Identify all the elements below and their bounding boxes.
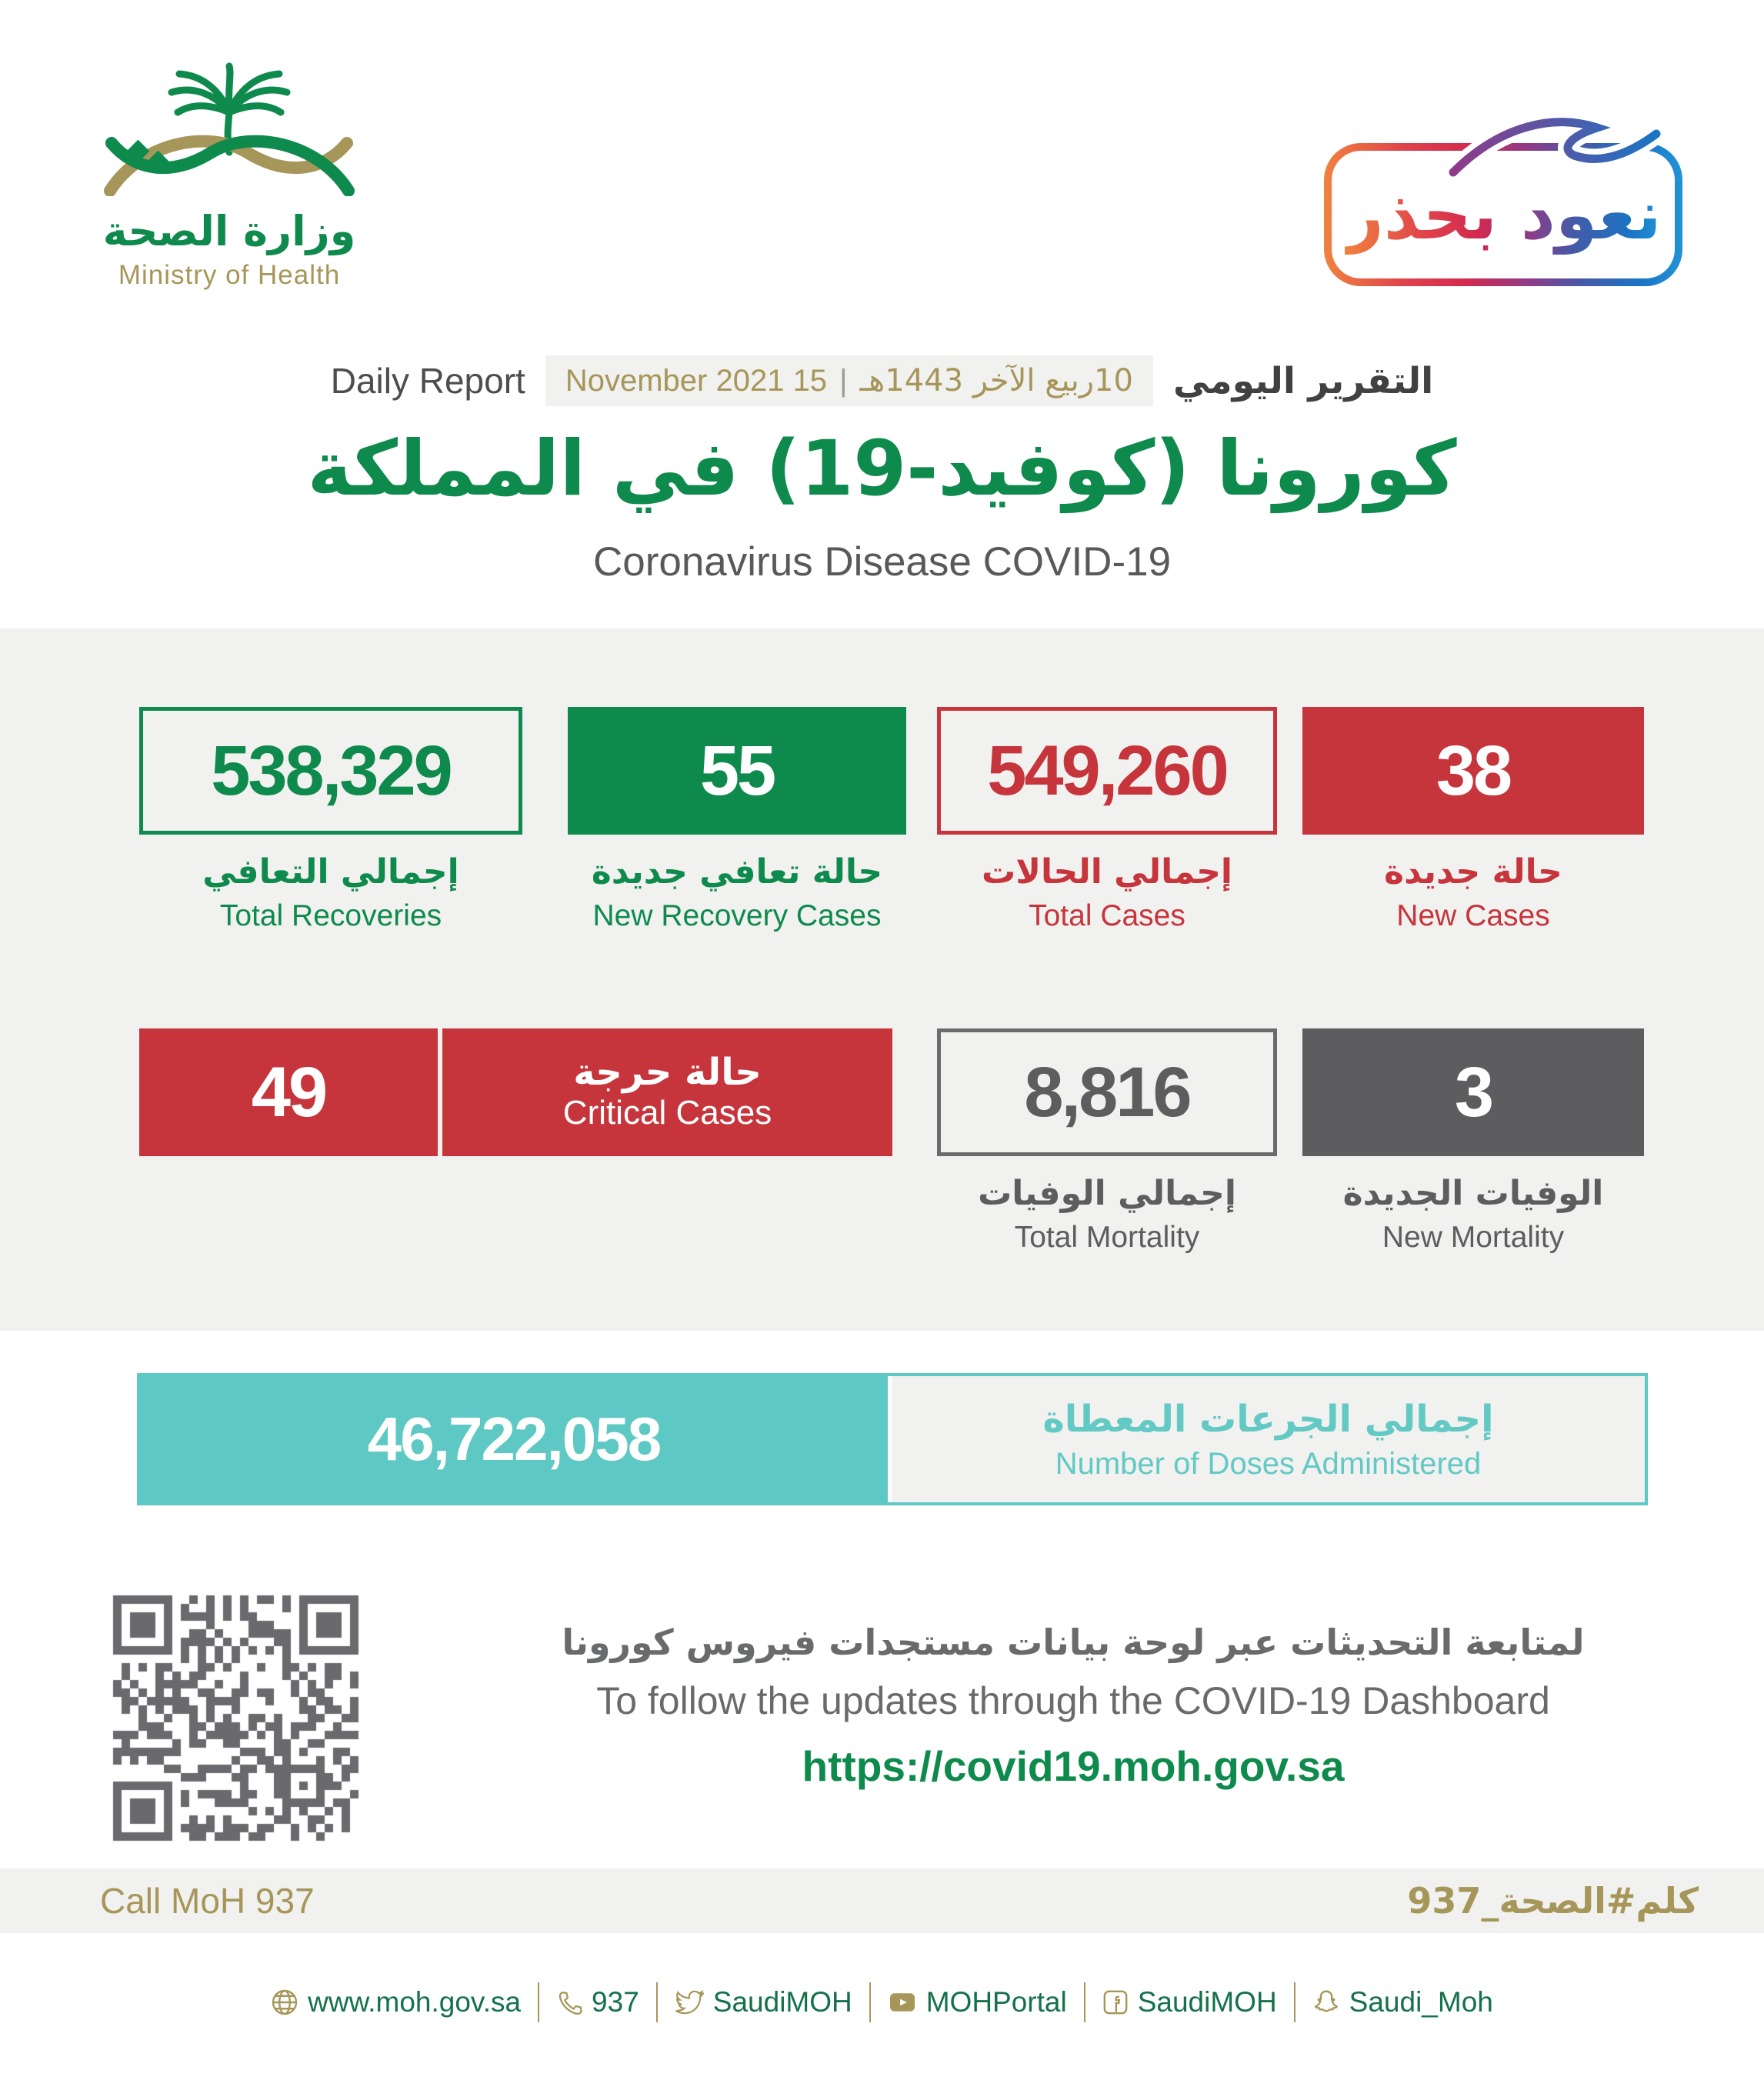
social-bar <box>0 1982 1764 2022</box>
social-separator <box>656 1982 658 2022</box>
total-cases-label <box>914 852 1300 933</box>
critical-cases-label-box <box>442 1028 892 1156</box>
total-mortality-label <box>914 1174 1300 1255</box>
moh-logo-icon <box>93 62 365 196</box>
phone-link[interactable] <box>556 1986 639 2018</box>
youtube-icon <box>888 1989 917 2015</box>
date-separator: | <box>839 363 848 398</box>
new-recovery-cases-label <box>529 852 945 933</box>
new-mortality-value: 3 <box>1454 1052 1492 1132</box>
dashboard-info <box>385 1622 1762 1791</box>
gregorian-date: 15 November 2021 <box>565 363 828 398</box>
report-header-line <box>0 355 1764 406</box>
report-date <box>545 355 1153 406</box>
critical-cases-label-en: Critical Cases <box>562 1094 772 1132</box>
facebook-icon <box>1102 1989 1129 2015</box>
twitter-link[interactable] <box>675 1986 852 2018</box>
total-mortality-box <box>937 1028 1277 1156</box>
new-recovery-cases-box <box>568 707 906 835</box>
doses-label-en: Number of Doses Administered <box>1055 1446 1482 1481</box>
total-mortality-label-ar: إجمالي الوفيات <box>978 1174 1236 1213</box>
doses-label-segment <box>888 1376 1645 1502</box>
social-separator <box>1294 1982 1295 2022</box>
total-recoveries-value: 538,329 <box>211 731 451 810</box>
total-cases-box <box>937 707 1277 835</box>
phone-icon <box>556 1989 582 2015</box>
page-title-english: Coronavirus Disease COVID-19 <box>592 539 1172 585</box>
total-mortality-label-en: Total Mortality <box>1014 1221 1200 1254</box>
snapchat-label: Saudi_Moh <box>1349 1986 1493 2018</box>
page-title-arabic: كورونا (كوفيد-19) في المملكة <box>307 425 1457 513</box>
twitter-icon <box>675 1989 704 2015</box>
badge-swoosh-icon <box>1447 111 1662 188</box>
critical-cases-value: 49 <box>251 1052 326 1132</box>
total-cases-label-ar: إجمالي الحالات <box>982 852 1232 892</box>
new-cases-label-en: New Cases <box>1396 899 1550 932</box>
critical-cases-label-ar: حالة حرجة <box>573 1051 762 1095</box>
snapchat-link[interactable] <box>1312 1986 1493 2018</box>
daily-report-ar: التقرير اليومي <box>1172 359 1434 402</box>
youtube-label: MOHPortal <box>925 1986 1067 2018</box>
new-recovery-cases-value: 55 <box>699 731 775 810</box>
critical-cases-count-box <box>139 1028 438 1156</box>
globe-icon <box>271 1988 298 2016</box>
total-recoveries-label-en: Total Recoveries <box>219 899 442 932</box>
dashboard-text-en: To follow the updates through the COVID-19 Dashboard <box>596 1679 1550 1722</box>
new-cases-label <box>1279 852 1667 933</box>
twitter-label: SaudiMOH <box>712 1986 852 2018</box>
return-with-caution-badge <box>1324 143 1682 286</box>
doses-value: 46,722,058 <box>367 1405 661 1473</box>
badge-text: نعود بحذر <box>1345 175 1662 255</box>
total-recoveries-label <box>116 852 545 933</box>
doses-value-segment <box>140 1376 888 1502</box>
dashboard-text-ar: لمتابعة التحديثات عبر لوحة بيانات مستجدات فيروس كورونا <box>562 1622 1585 1663</box>
new-mortality-label-en: New Mortality <box>1382 1221 1565 1254</box>
call-moh-hashtag-arabic: كلم#الصحة_937 <box>1407 1880 1699 1922</box>
total-cases-label-en: Total Cases <box>1029 899 1185 932</box>
facebook-link[interactable] <box>1102 1986 1277 2018</box>
social-separator <box>1084 1982 1085 2022</box>
qr-code <box>112 1594 359 1842</box>
new-cases-label-ar: حالة جديدة <box>1384 852 1562 892</box>
new-cases-value: 38 <box>1436 731 1511 810</box>
logo-arabic-text: وزارة الصحة <box>102 207 356 255</box>
footer-strip <box>0 1868 1764 1933</box>
new-mortality-box <box>1302 1028 1644 1156</box>
total-cases-value: 549,260 <box>987 731 1227 810</box>
snapchat-icon <box>1312 1988 1340 2016</box>
social-separator <box>869 1982 871 2022</box>
new-mortality-label-ar: الوفيات الجديدة <box>1342 1174 1604 1213</box>
new-recovery-cases-label-ar: حالة تعافي جديدة <box>591 852 883 892</box>
social-separator <box>538 1982 539 2022</box>
website-link[interactable] <box>271 1986 521 2018</box>
facebook-label: SaudiMOH <box>1137 1986 1277 2018</box>
phone-label: 937 <box>592 1986 639 2018</box>
doses-administered-bar <box>137 1373 1648 1505</box>
moh-logo <box>91 62 368 291</box>
total-mortality-value: 8,816 <box>1024 1052 1190 1132</box>
daily-report-en: Daily Report <box>330 361 525 401</box>
total-recoveries-label-ar: إجمالي التعافي <box>202 852 459 892</box>
call-moh-english: Call MoH 937 <box>100 1881 315 1921</box>
website-label: www.moh.gov.sa <box>308 1986 522 2018</box>
dashboard-url-link[interactable]: https://covid19.moh.gov.sa <box>802 1742 1345 1790</box>
hijri-date: 10ربيع الآخر 1443هـ <box>859 363 1133 398</box>
doses-label-ar: إجمالي الجرعات المعطاة <box>1042 1397 1494 1441</box>
total-recoveries-box <box>139 707 522 835</box>
new-recovery-cases-label-en: New Recovery Cases <box>592 899 882 932</box>
new-mortality-label <box>1279 1174 1667 1255</box>
youtube-link[interactable] <box>888 1986 1067 2018</box>
new-cases-box <box>1302 707 1644 835</box>
logo-english-text: Ministry of Health <box>118 260 341 290</box>
